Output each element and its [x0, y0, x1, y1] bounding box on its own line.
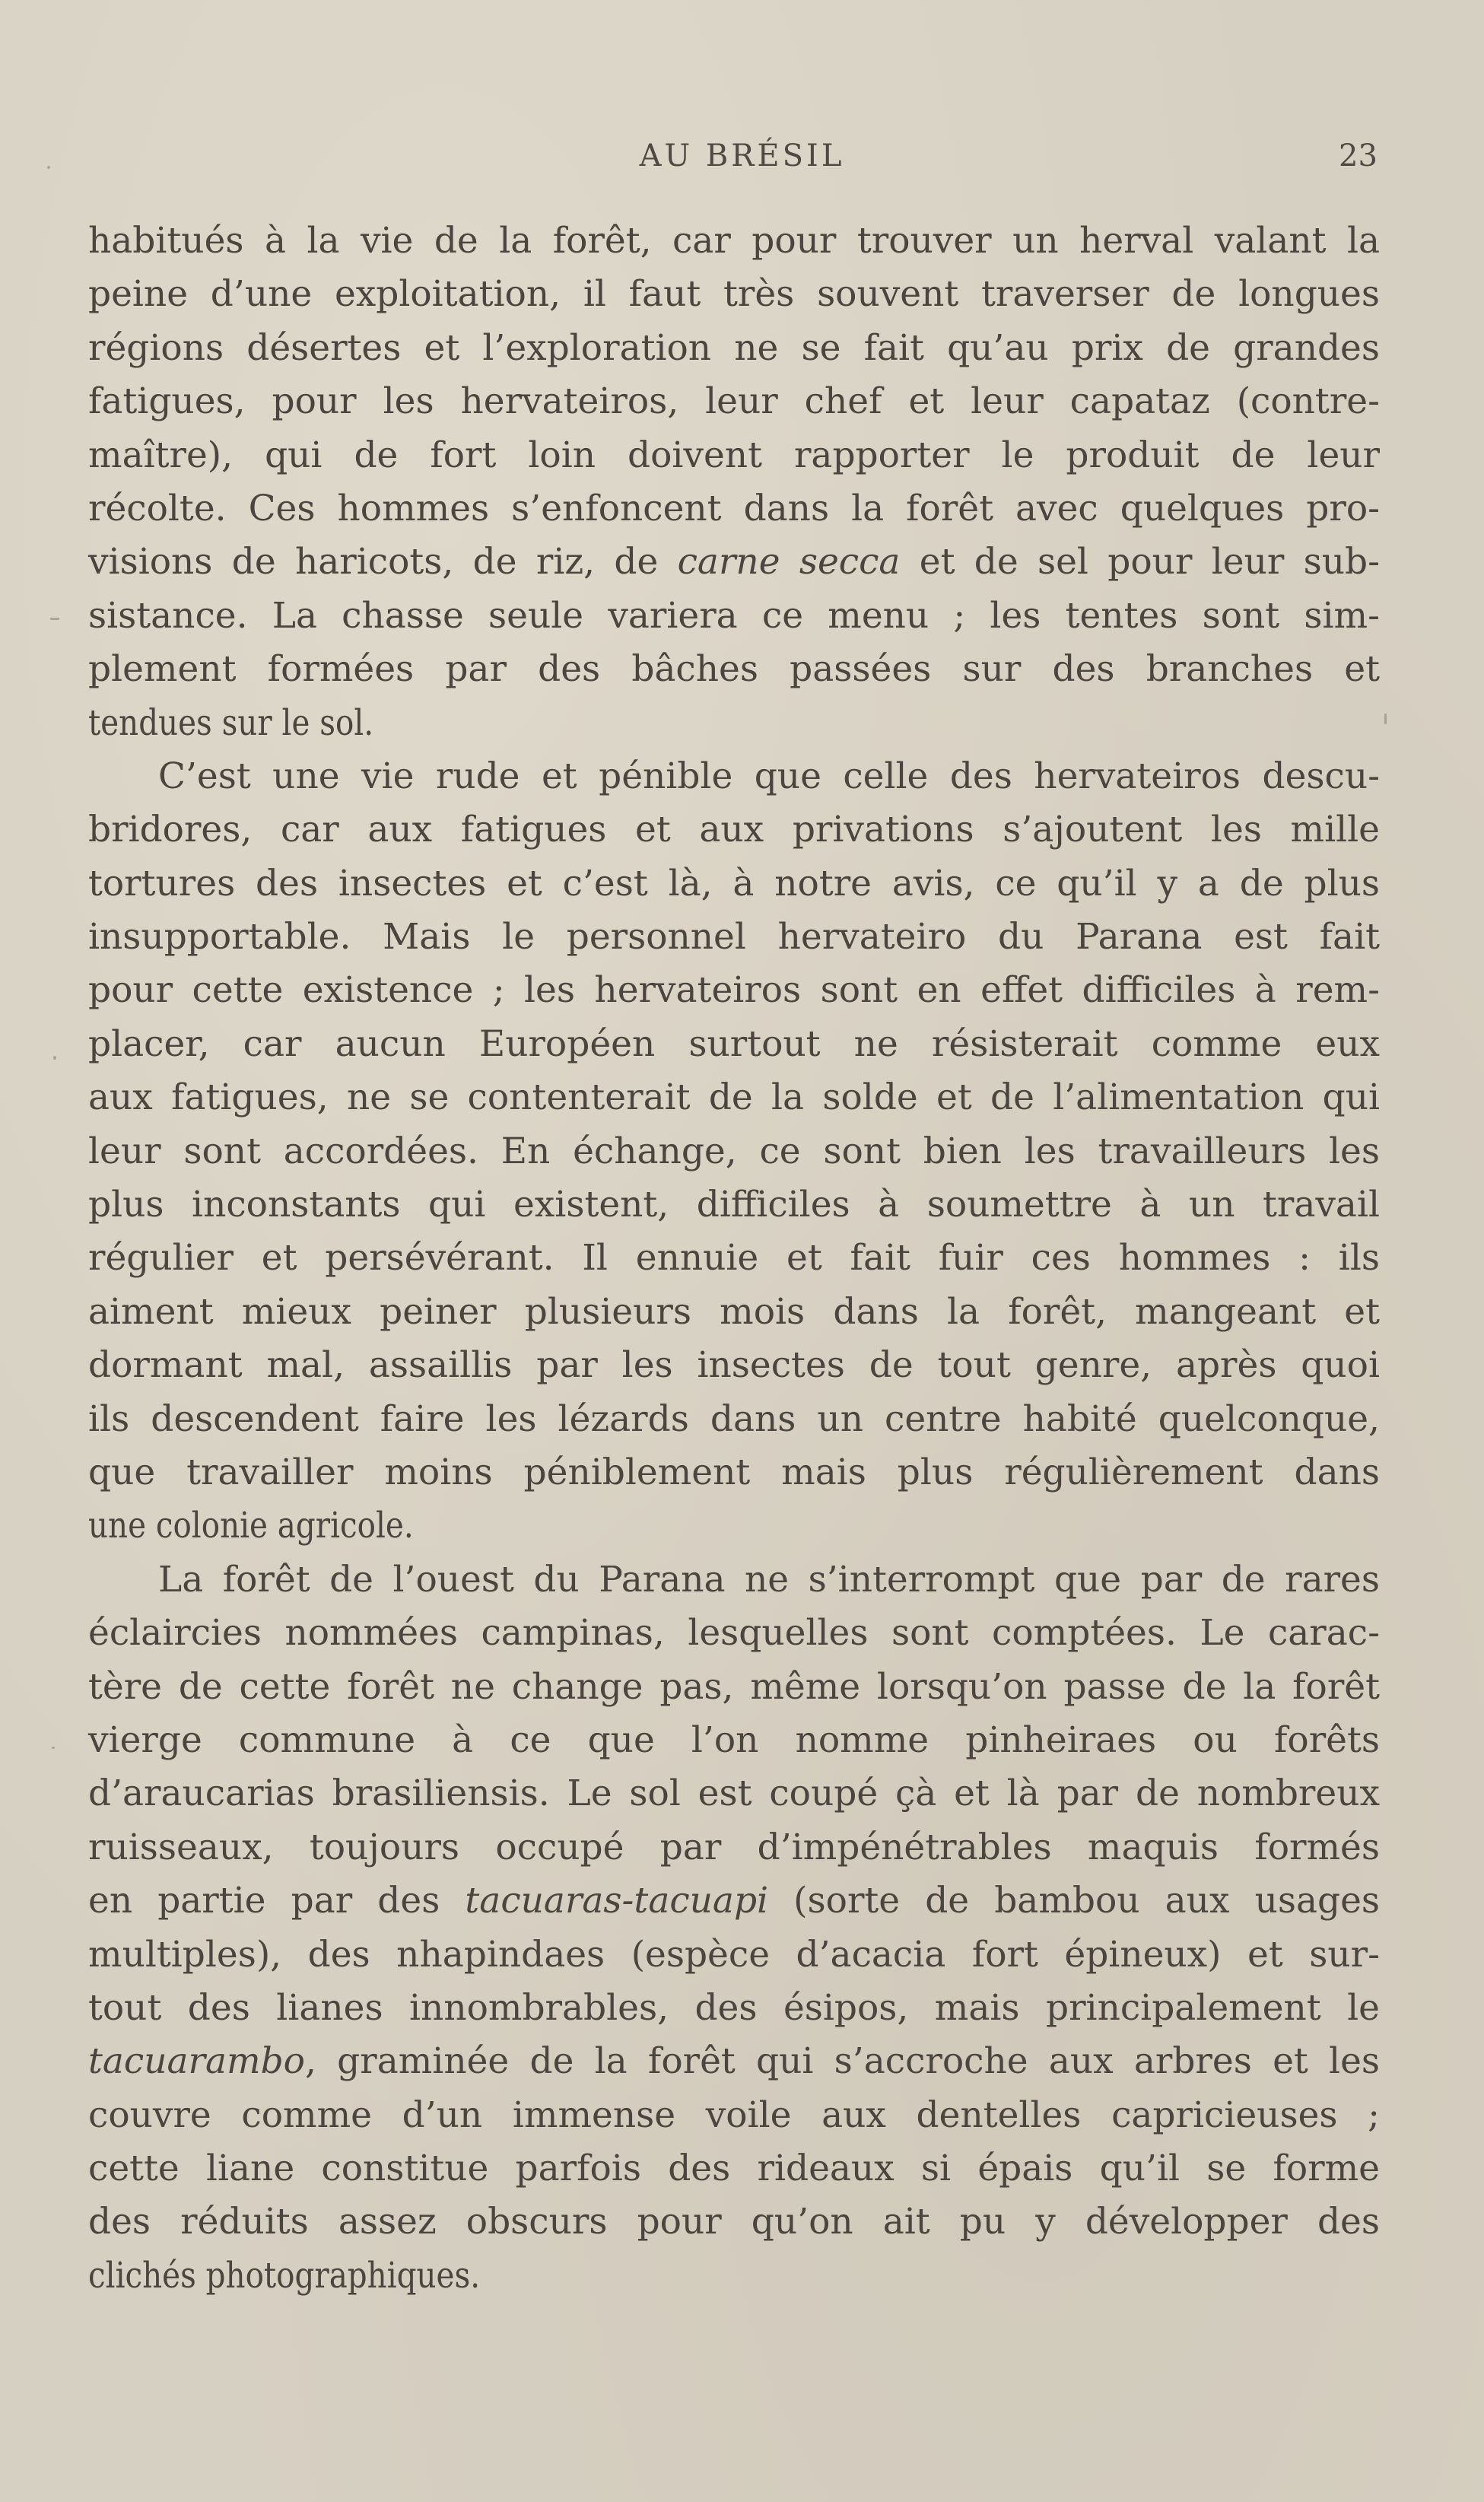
- text-segment: dormant mal, assaillis par les insectes de tout genre, après quoi: [88, 1344, 1380, 1387]
- text-segment: éclaircies nommées campinas, lesquelles sont comptées. Le carac-: [88, 1612, 1380, 1655]
- text-line: [88, 1446, 1380, 1499]
- text-segment: tout des lianes innombrables, des ésipos, mais principalement le: [88, 1986, 1380, 2029]
- paragraph: [88, 750, 1380, 1553]
- text-segment: ils descendent faire les lézards dans un centre habité quelconque,: [88, 1397, 1380, 1440]
- text-line: [88, 1553, 1380, 1607]
- text-line: [88, 322, 1380, 375]
- text-line: [88, 590, 1380, 643]
- text-line: [88, 2195, 1380, 2249]
- text-segment: bridores, car aux fatigues et aux privations s’ajoutent les mille: [88, 809, 1380, 851]
- text-line: [88, 2035, 1380, 2088]
- scan-speck: [47, 166, 50, 169]
- scan-speck: [50, 618, 59, 620]
- text-line: [88, 429, 1380, 482]
- text-line: [88, 911, 1380, 964]
- text-line: [88, 1232, 1380, 1285]
- text-line: [88, 857, 1380, 911]
- text-segment: habitués à la vie de la forêt, car pour trouver un herval valant la: [88, 220, 1380, 262]
- text-line: [88, 1982, 1380, 2035]
- text-line: [88, 2249, 1380, 2303]
- text-segment: régulier et persévérant. Il ennuie et fait fuir ces hommes : ils: [88, 1237, 1380, 1280]
- scan-speck: [52, 1747, 55, 1749]
- text-segment: , graminée de la forêt qui s’accroche aux arbres et les: [304, 2040, 1380, 2083]
- text-segment: d’araucarias brasiliensis. Le sol est coupé çà et là par de nombreux: [88, 1772, 1380, 1815]
- text-line: [88, 1125, 1380, 1178]
- text-line: [88, 2142, 1380, 2195]
- text-segment: que travailler moins péniblement mais plus régulièrement dans: [88, 1451, 1380, 1493]
- text-line: [88, 1499, 1380, 1553]
- text-line: [88, 1821, 1380, 1874]
- text-line: [88, 1714, 1380, 1767]
- text-line: [88, 1178, 1380, 1232]
- italic-term: tacuarambo: [88, 2040, 305, 2083]
- text-line: [88, 215, 1380, 268]
- text-segment: plus inconstants qui existent, difficiles à soumettre à un travail: [88, 1184, 1380, 1226]
- text-segment: peine d’une exploitation, il faut très souvent traverser de longues: [88, 273, 1380, 316]
- text-segment: pour cette existence ; les hervateiros sont en effet difficiles à rem-: [88, 969, 1380, 1012]
- paragraph: [88, 1553, 1380, 2303]
- page-number: 23: [1339, 138, 1378, 173]
- text-segment: (sorte de bambou aux usages: [768, 1880, 1380, 1922]
- text-line: [88, 375, 1380, 428]
- text-line: [88, 1767, 1380, 1820]
- text-segment: sistance. La chasse seule variera ce menu ; les tentes sont sim-: [88, 594, 1380, 637]
- text-line: [88, 1928, 1380, 1982]
- scan-speck: [1384, 714, 1387, 724]
- text-line: [88, 268, 1380, 321]
- text-line: [88, 1607, 1380, 1660]
- paragraph: [88, 215, 1380, 750]
- text-segment: tère de cette forêt ne change pas, même lorsqu’on passe de la forêt: [88, 1665, 1380, 1708]
- text-segment: insupportable. Mais le personnel hervateiro du Parana est fait: [88, 916, 1380, 959]
- text-segment: C’est une vie rude et pénible que celle des hervateiros descu-: [158, 755, 1380, 797]
- text-segment: plement formées par des bâches passées sur des branches et: [88, 648, 1380, 691]
- text-line: [88, 964, 1380, 1017]
- text-segment: ruisseaux, toujours occupé par d’impénétrables maquis formés: [88, 1826, 1380, 1868]
- text-line: [88, 697, 1380, 750]
- text-segment: fatigues, pour les hervateiros, leur chef et leur capataz (contre-: [88, 380, 1380, 423]
- text-line: [88, 536, 1380, 589]
- text-segment: récolte. Ces hommes s’enfoncent dans la forêt avec quelques pro-: [88, 487, 1380, 529]
- text-segment: vierge commune à ce que l’on nomme pinheiraes ou forêts: [88, 1718, 1380, 1761]
- text-line: [88, 2089, 1380, 2142]
- text-segment: clichés photographiques.: [88, 2254, 481, 2297]
- text-segment: tendues sur le sol.: [88, 701, 374, 744]
- text-segment: tortures des insectes et c’est là, à notre avis, ce qu’il y a de plus: [88, 862, 1380, 904]
- text-segment: aiment mieux peiner plusieurs mois dans la forêt, mangeant et: [88, 1290, 1380, 1333]
- running-head: [0, 138, 1484, 184]
- text-line: [88, 1018, 1380, 1071]
- text-line: [88, 1661, 1380, 1714]
- text-segment: des réduits assez obscurs pour qu’on ait pu y développer des: [88, 2201, 1380, 2243]
- text-line: [88, 803, 1380, 857]
- text-line: [88, 1286, 1380, 1339]
- text-line: [88, 1071, 1380, 1124]
- text-line: [88, 1393, 1380, 1446]
- text-line: [88, 1874, 1380, 1928]
- text-segment: régions désertes et l’exploration ne se fait qu’au prix de grandes: [88, 326, 1380, 369]
- text-line: [88, 750, 1380, 803]
- body-text: [88, 215, 1380, 2303]
- text-segment: et de sel pour leur sub-: [900, 541, 1380, 583]
- text-segment: en partie par des: [88, 1880, 466, 1922]
- text-segment: une colonie agricole.: [88, 1505, 414, 1547]
- scan-speck: [53, 1056, 56, 1060]
- text-segment: couvre comme d’un immense voile aux dentelles capricieuses ;: [88, 2093, 1380, 2136]
- text-segment: placer, car aucun Européen surtout ne résisterait comme eux: [88, 1022, 1380, 1065]
- text-line: [88, 643, 1380, 696]
- text-segment: cette liane constitue parfois des rideaux si épais qu’il se forme: [88, 2148, 1380, 2190]
- text-segment: multiples), des nhapindaes (espèce d’acacia fort épineux) et sur-: [88, 1933, 1380, 1976]
- text-segment: leur sont accordées. En échange, ce sont bien les travailleurs les: [88, 1130, 1380, 1172]
- text-line: [88, 482, 1380, 536]
- text-segment: La forêt de l’ouest du Parana ne s’interrompt que par de rares: [158, 1558, 1380, 1601]
- running-title: AU BRÉSIL: [639, 138, 845, 173]
- text-segment: maître), qui de fort loin doivent rapporter le produit de leur: [88, 434, 1380, 476]
- text-segment: visions de haricots, de riz, de: [88, 541, 678, 583]
- italic-term: carne secca: [677, 541, 901, 583]
- italic-term: tacuaras-tacuapi: [465, 1880, 769, 1922]
- text-line: [88, 1339, 1380, 1392]
- text-segment: aux fatigues, ne se contenterait de la solde et de l’alimentation qui: [88, 1076, 1380, 1119]
